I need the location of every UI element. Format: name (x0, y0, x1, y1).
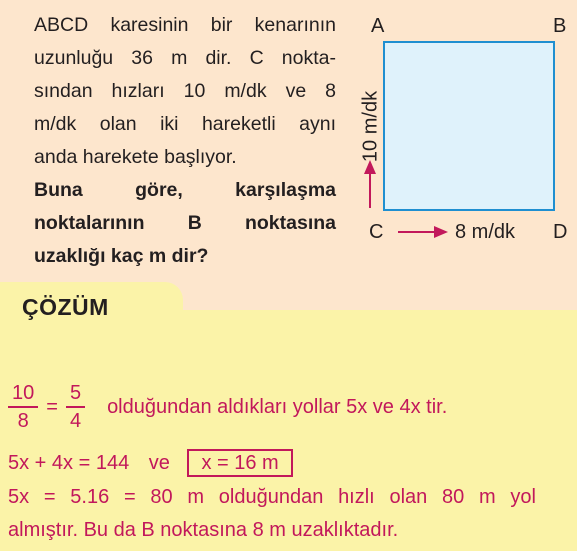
fraction-1-numerator: 10 (8, 380, 38, 408)
corner-label-b: B (553, 15, 567, 37)
square-abcd (383, 41, 555, 211)
arrow-right-icon (398, 224, 448, 240)
question-line: Buna göre, karşılaşma (34, 179, 336, 201)
equation-sum: 5x + 4x = 144 (8, 452, 130, 474)
fraction-2 (66, 380, 85, 434)
solution-line-4: almıştır. Bu da B noktasına 8 m uzaklıktadır. (8, 519, 399, 541)
solution-line-3: 5x = 5.16 = 80 m olduğundan hızlı olan 80 m yol (8, 486, 536, 508)
corner-label-c: C (369, 221, 384, 243)
solution-line-1 (8, 380, 447, 434)
problem-line: sından hızları 10 m/dk ve 8 (34, 80, 336, 102)
boxed-result: x = 16 m (187, 449, 292, 477)
fraction-1 (8, 380, 38, 434)
question-line: uzaklığı kaç m dir? (34, 245, 209, 267)
problem-line: uzunluğu 36 m dir. C nokta- (34, 47, 336, 69)
problem-text (34, 9, 336, 273)
fraction-1-denominator: 8 (17, 410, 29, 432)
problem-line: ABCD karesinin bir kenarının (34, 14, 336, 36)
corner-label-d: D (553, 221, 568, 243)
speech-pointer (470, 300, 560, 366)
connector-ve: ve (148, 452, 170, 474)
speed-label-up-wrapper (356, 75, 386, 185)
problem-line: m/dk olan iki hareketli aynı (34, 113, 336, 135)
corner-label-a: A (371, 15, 385, 37)
solution-line-1-text: olduğundan aldıkları yollar 5x ve 4x tir. (107, 395, 448, 418)
problem-line: anda harekete başlıyor. (34, 146, 237, 168)
fraction-2-denominator: 4 (69, 410, 82, 432)
speed-label-right: 8 m/dk (455, 221, 516, 243)
fraction-2-numerator: 5 (66, 380, 85, 408)
solution-line-2 (8, 452, 293, 475)
question-line: noktalarının B noktasına (34, 212, 336, 234)
speed-label-up: 10 m/dk (359, 90, 382, 163)
equals-sign: = (46, 395, 58, 418)
solution-title: ÇÖZÜM (22, 294, 109, 320)
